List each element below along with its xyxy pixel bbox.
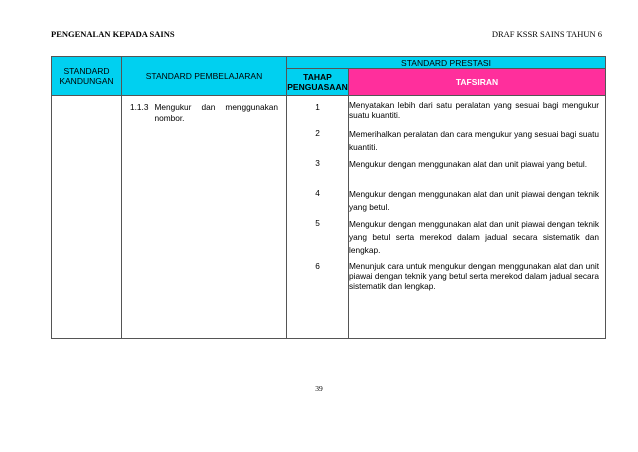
tahap-value: 6 [315, 261, 320, 271]
tafsiran-text: Mengukur dengan menggunakan alat dan unit piawai dengan teknik yang betul. [349, 189, 599, 212]
header-tahap-penguasaan [287, 69, 349, 96]
standards-table [51, 56, 606, 339]
document-header-title: PENGENALAN KEPADA SAINS [51, 29, 175, 39]
pembelajaran-text: Mengukur dan menggunakan nombor. [154, 102, 278, 123]
document-header-draft: DRAF KSSR SAINS TAHUN 6 [491, 29, 602, 39]
cell-tahap-list [287, 96, 349, 339]
page-number: 39 [315, 384, 323, 393]
tafsiran-text: Mengukur dengan menggunakan alat dan unit piawai yang betul. [349, 159, 588, 169]
tafsiran-text: Memerihalkan peralatan dan cara mengukur yang sesuai bagi suatu kuantiti. [349, 129, 599, 152]
tahap-value: 4 [315, 188, 320, 198]
header-tafsiran: TAFSIRAN [349, 69, 606, 96]
header-tahap-penguasaan-label: TAHAP PENGUASAAN [287, 72, 348, 92]
header-standard-pembelajaran: STANDARD PEMBELAJARAN [122, 57, 287, 96]
header-standard-kandungan: STANDARD KANDUNGAN [52, 57, 122, 96]
tafsiran-text: Mengukur dengan menggunakan alat dan unit piawai dengan teknik yang betul serta merekod dalam jadual secara sistematik dan lengkap. [349, 219, 599, 255]
cell-standard-kandungan [52, 96, 122, 339]
header-standard-prestasi: STANDARD PRESTASI [287, 57, 606, 69]
cell-tafsiran-list [349, 96, 606, 339]
cell-standard-pembelajaran [122, 96, 287, 339]
tafsiran-text: Menyatakan lebih dari satu peralatan yang sesuai bagi mengukur suatu kuantiti. [349, 100, 599, 120]
tahap-value: 5 [315, 218, 320, 228]
pembelajaran-code: 1.1.3 [130, 102, 149, 112]
tahap-value: 3 [315, 158, 320, 168]
tahap-value: 2 [315, 128, 320, 138]
tafsiran-text: Menunjuk cara untuk mengukur dengan menggunakan alat dan unit piawai dengan teknik yang betul serta merekod dalam jadual secara sistematik dan lengkap. [349, 261, 599, 291]
tahap-value: 1 [315, 102, 320, 112]
